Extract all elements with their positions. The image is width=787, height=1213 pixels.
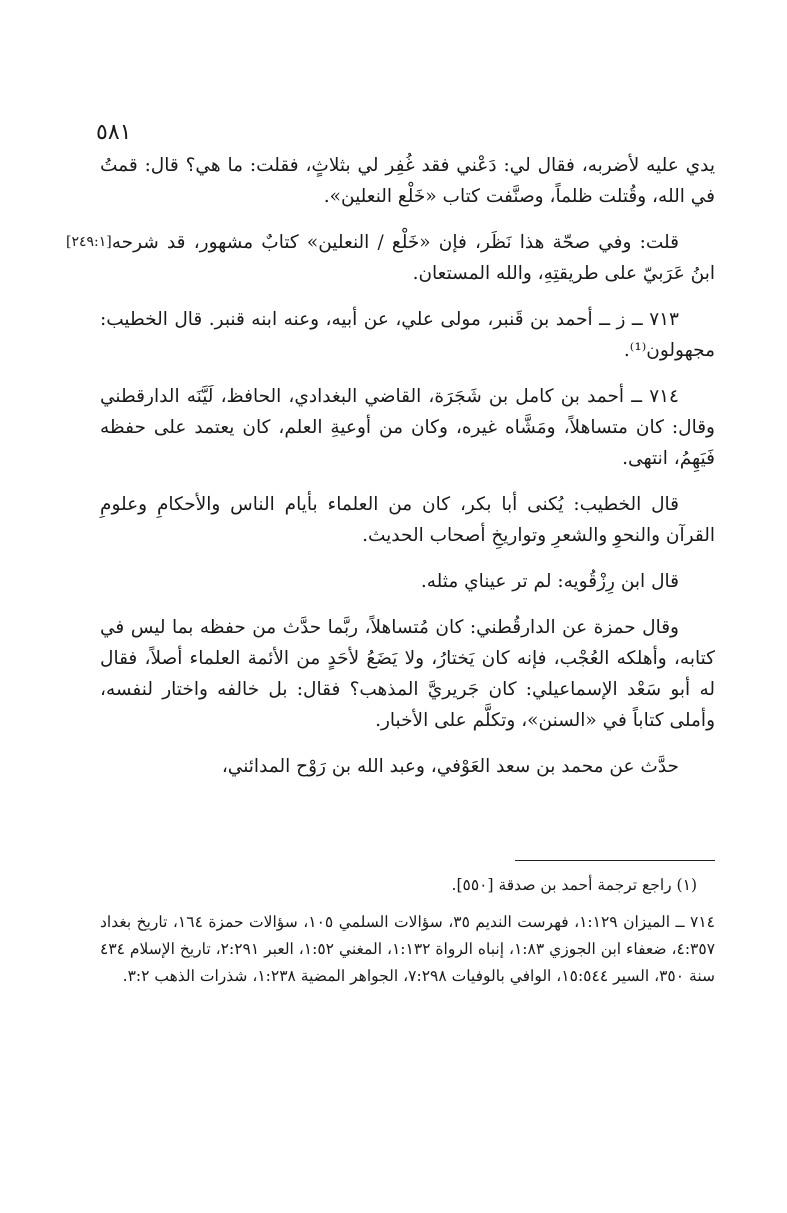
footnote-sources-714: ٧١٤ ــ الميزان ١:١٢٩، فهرست النديم ٣٥، سؤالات السلمي ١٠٥، سؤالات حمزة ١٦٤، تاريخ بغداد ٤:٣٥٧، ضعفاء ابن الجوزي ١:٨٣، إنباه الرواة ١:١٣٢، المغني ١:٥٢، العبر ٢:٢٩١، تاريخ الإسلام ٤٣٤ سنة ٣٥٠، السير ١٥:٥٤٤، الوافي بالوفيات ٧:٢٩٨، الجواهر المضية ١:٢٣٨، شذرات الذهب ٣:٢.	[100, 913, 716, 985]
paragraph-1: يدي عليه لأضربه، فقال لي: دَعْني فقد غُفِر لي بثلاثٍ، فقلت: ما هي؟ قال: قمتُ في الله، وقُتلت ظلماً، وصنَّفت كتاب «خَلْع النعلين».	[100, 155, 715, 207]
paragraph-hamza: وقال حمزة عن الدارقُطني: كان مُتساهلاً، ربَّما حدَّث من حفظه بما ليس في كتابه، وأهلكه العُجْب، فإنه كان يَختارُ، ولا يَضَعُ لأحَدٍ من الأئمة العلماء أصلاً، فقال له أبو سَعْد الإسماعيلي: كان جَريريَّ المذهب؟ فقال: بل خالفه واختار لنفسه، وأملى كتاباً في «السنن»، وتكلَّم على الأخبار.	[100, 617, 715, 731]
margin-reference: [٢٤٩:١]	[66, 234, 112, 250]
paragraph-haddath: حدَّث عن محمد بن سعد العَوْفي، وعبد الله بن رَوْح المدائني،	[221, 756, 679, 777]
entry-713: ٧١٣ ــ ز ــ أحمد بن قَنبر، مولى علي، عن أبيه، وعنه ابنه قنبر. قال الخطيب: مجهولون⁽¹⁾.	[100, 309, 715, 361]
paragraph-khatib: قال الخطيب: يُكنى أبا بكر، كان من العلماء بأيام الناس والأحكامِ وعلومِ القرآن والنحوِ والشعرِ وتواريخِ أصحاب الحديث.	[100, 494, 715, 546]
paragraph-2	[66, 227, 715, 289]
footnote-separator	[515, 860, 715, 861]
main-text	[66, 150, 715, 797]
footnote-1: (١) راجع ترجمة أحمد بن صدقة [٥٥٠].	[451, 876, 697, 894]
paragraph-rizquwayh: قال ابن رِزْقُويه: لم تر عيناي مثله.	[420, 571, 679, 592]
page-number: ٥٨١	[96, 120, 132, 145]
paragraph-2-text: قلت: وفي صحّة هذا نَظَر، فإن «خَلْع / النعلين» كتابٌ مشهور، قد شرحه ابنُ عَرَبيّ على طريقتِهِ، والله المستعان.	[111, 232, 715, 284]
entry-714: ٧١٤ ــ أحمد بن كامل بن شَجَرَة، القاضي البغدادي، الحافظ، لَيَّنَه الدارقطني وقال: كان متساهلاً، ومَشَّاه غيره، وكان من أوعيةِ العلم، كان يعتمد على حفظه فَيَهِمُ، انتهى.	[100, 386, 715, 469]
footnotes	[100, 872, 715, 1000]
